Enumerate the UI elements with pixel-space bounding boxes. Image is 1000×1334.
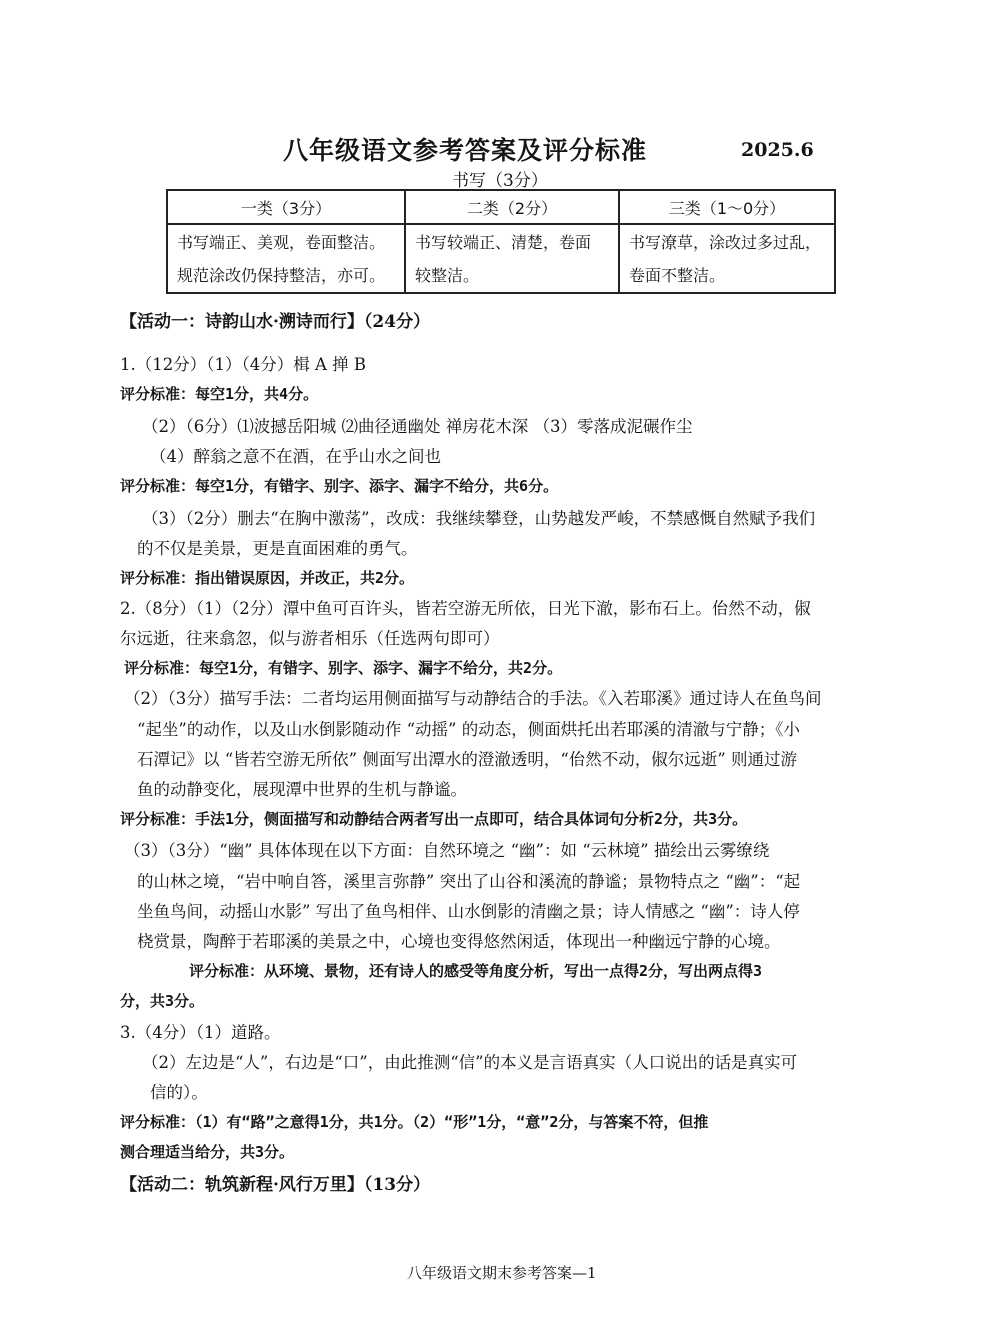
scoring-criteria: 分，共3分。 (120, 992, 205, 1010)
scoring-criteria: 评分标准：每空1分，共4分。 (120, 385, 319, 403)
page-footer: 八年级语文期末参考答案—1 (407, 1264, 597, 1282)
scoring-criteria: 评分标准：（1）有“路”之意得1分，共1分。（2）“形”1分，“意”2分，与答案不符，但推 (120, 1113, 709, 1131)
section-heading: 【活动二：轨筑新程·风行万里】（13分） (120, 1175, 431, 1195)
writing-section-title: 书写（3分） (452, 171, 548, 191)
answer-line: 信的）。 (150, 1083, 208, 1102)
answer-line: 桡赏景，陶醉于若耶溪的美景之中，心境也变得悠然闲适，体现出一种幽远宁静的心境。 (137, 932, 781, 951)
answer-line: 1.（12分）（1）（4分）楫 A 掸 B (120, 355, 367, 374)
writing-grade-table (166, 189, 836, 294)
cell-line: 规范涂改仍保持整洁，亦可。 (177, 266, 386, 285)
scoring-criteria: 测合理适当给分，共3分。 (120, 1143, 295, 1161)
scoring-criteria: 评分标准：每空1分，有错字、别字、添字、漏字不给分，共2分。 (124, 659, 563, 677)
table-header-cell: 一类（3分） (167, 190, 405, 224)
cell-line: 书写较端正、清楚，卷面 (415, 233, 592, 252)
answer-line: （2）（3分）描写手法：二者均运用侧面描写与动静结合的手法。《入若耶溪》通过诗人在鱼鸟间 (124, 689, 822, 708)
answer-line: 石潭记》以 “皆若空游无所依” 侧面写出潭水的澄澈透明，“佁然不动，俶尔远逝” 则通过游 (137, 750, 797, 769)
answer-line: 尔远逝，往来翕忽，似与游者相乐（任选两句即可） (120, 629, 500, 648)
page-title: 八年级语文参考答案及评分标准 (283, 136, 648, 165)
scoring-criteria: 评分标准：从环境、景物，还有诗人的感受等角度分析，写出一点得2分，写出两点得3 (189, 962, 763, 980)
exam-date: 2025.6 (741, 139, 814, 161)
table-row (167, 224, 835, 293)
answer-line: 3.（4分）（1）道路。 (120, 1023, 281, 1042)
cell-line: 较整洁。 (415, 266, 480, 285)
answer-line: 的不仅是美景，更是直面困难的勇气。 (137, 539, 418, 558)
table-cell (167, 224, 405, 293)
scoring-criteria: 评分标准：手法1分，侧面描写和动静结合两者写出一点即可，结合具体词句分析2分，共3分。 (120, 810, 748, 828)
answer-line: （4）醉翁之意不在酒，在乎山水之间也 (150, 447, 441, 466)
table-cell (405, 224, 619, 293)
answer-line: 2.（8分）（1）（2分）潭中鱼可百许头，皆若空游无所依，日光下澈，影布石上。佁然不动，俶 (120, 599, 811, 618)
cell-line: 书写端正、美观，卷面整洁。 (177, 233, 386, 252)
answer-line: （2）左边是“人”，右边是“口”，由此推测“信”的本义是言语真实（人口说出的话是真实可 (142, 1053, 798, 1072)
scoring-criteria: 评分标准：每空1分，有错字、别字、添字、漏字不给分，共6分。 (120, 477, 559, 495)
answer-line: （2）（6分）⑴波撼岳阳城 ⑵曲径通幽处 禅房花木深 （3）零落成泥碾作尘 (142, 417, 693, 436)
answer-line: 的山林之境，“岩中响自答，溪里言弥静” 突出了山谷和溪流的静谧；景物特点之 “幽”：“起 (137, 872, 801, 891)
section-heading: 【活动一：诗韵山水·溯诗而行】（24分） (120, 312, 431, 332)
table-header-cell: 二类（2分） (405, 190, 619, 224)
answer-line: 坐鱼鸟间，动摇山水影” 写出了鱼鸟相伴、山水倒影的清幽之景；诗人情感之 “幽”：诗人停 (137, 902, 800, 921)
answer-line: 鱼的动静变化，展现潭中世界的生机与静谧。 (137, 780, 467, 799)
answer-line: （3）（3分）“幽” 具体体现在以下方面：自然环境之 “幽”：如 “云林境” 描绘出云雾缭绕 (124, 841, 770, 860)
cell-line: 书写潦草，涂改过多过乱， (629, 233, 822, 252)
answer-line: “起坐”的动作，以及山水倒影随动作 “动摇” 的动态，侧面烘托出若耶溪的清澈与宁静；《小 (137, 720, 800, 739)
table-header-cell: 三类（1～0分） (619, 190, 835, 224)
scoring-criteria: 评分标准：指出错误原因，并改正，共2分。 (120, 569, 415, 587)
table-cell (619, 224, 835, 293)
cell-line: 卷面不整洁。 (629, 266, 726, 285)
table-header-row (167, 190, 835, 224)
answer-line: （3）（2分）删去“在胸中激荡”，改成：我继续攀登，山势越发严峻，不禁感慨自然赋予我们 (142, 509, 816, 528)
